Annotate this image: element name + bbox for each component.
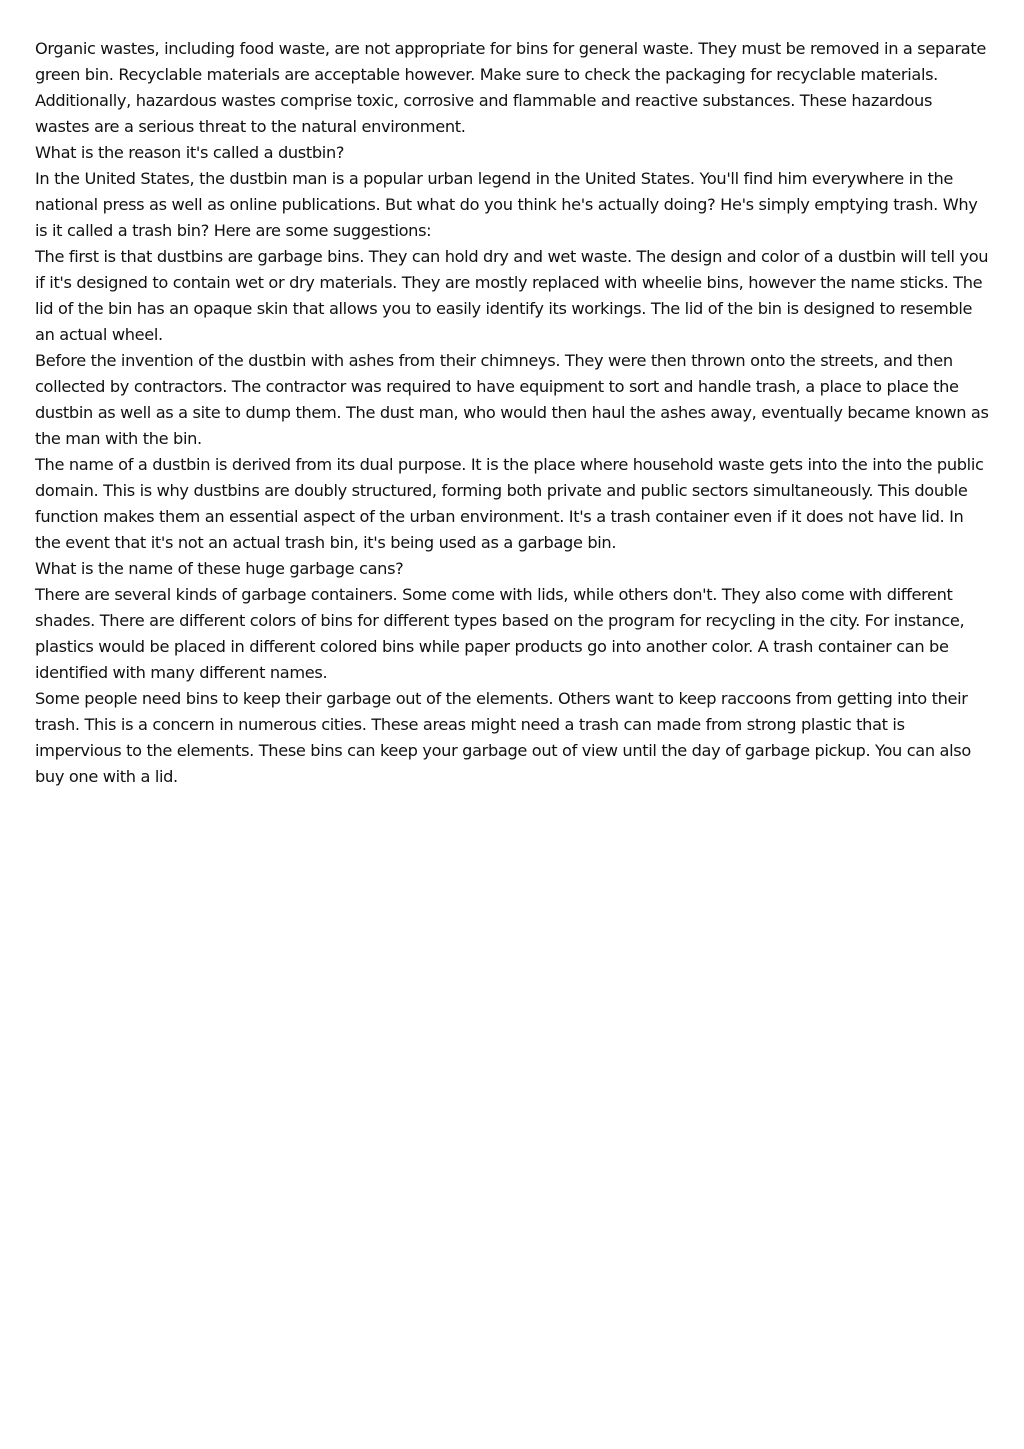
document-page — [35, 36, 991, 790]
paragraph-dual-purpose: The name of a dustbin is derived from its dual purpose. It is the place where household waste gets into the into the public domain. This is why dustbins are doubly structured, forming both private and public sectors simultaneously. This double function makes them an essential aspect of the urban environment. It's a trash container even if it does not have lid. In the event that it's not an actual trash bin, it's being used as a garbage bin. — [35, 455, 984, 552]
heading-garbage-cans-name: What is the name of these huge garbage cans? — [35, 559, 404, 578]
paragraph-organic-wastes: Organic wastes, including food waste, are not appropriate for bins for general waste. They must be removed in a separate green bin. Recyclable materials are acceptable however. Make sure to check the packaging for recyclable materials. Additionally, hazardous wastes comprise toxic, corrosive and flammable and reactive substances. These hazardous wastes are a serious threat to the natural environment. — [35, 39, 986, 136]
paragraph-invention-history: Before the invention of the dustbin with ashes from their chimneys. They were then thrown onto the streets, and then collected by contractors. The contractor was required to have equipment to sort and handle trash, a place to place the dustbin as well as a site to dump them. The dust man, who would then haul the ashes away, eventually became known as the man with the bin. — [35, 351, 989, 448]
paragraph-bins-elements: Some people need bins to keep their garbage out of the elements. Others want to keep raccoons from getting into their trash. This is a concern in numerous cities. These areas might need a trash can made from strong plastic that is impervious to the elements. These bins can keep your garbage out of view until the day of garbage pickup. You can also buy one with a lid. — [35, 689, 971, 786]
paragraph-dustbin-man: In the United States, the dustbin man is a popular urban legend in the United States. You'll find him everywhere in the national press as well as online publications. But what do you think he's actually doing? He's simply emptying trash. Why is it called a trash bin? Here are some suggestions: — [35, 169, 978, 240]
paragraph-container-kinds: There are several kinds of garbage containers. Some come with lids, while others don't. They also come with different shades. There are different colors of bins for different types based on the program for recycling in the city. For instance, plastics would be placed in different colored bins while paper products go into another color. A trash container can be identified with many different names. — [35, 585, 965, 682]
paragraph-garbage-bins: The first is that dustbins are garbage bins. They can hold dry and wet waste. The design and color of a dustbin will tell you if it's designed to contain wet or dry materials. They are mostly replaced with wheelie bins, however the name sticks. The lid of the bin has an opaque skin that allows you to easily identify its workings. The lid of the bin is designed to resemble an actual wheel. — [35, 247, 989, 344]
heading-dustbin-reason: What is the reason it's called a dustbin? — [35, 143, 345, 162]
